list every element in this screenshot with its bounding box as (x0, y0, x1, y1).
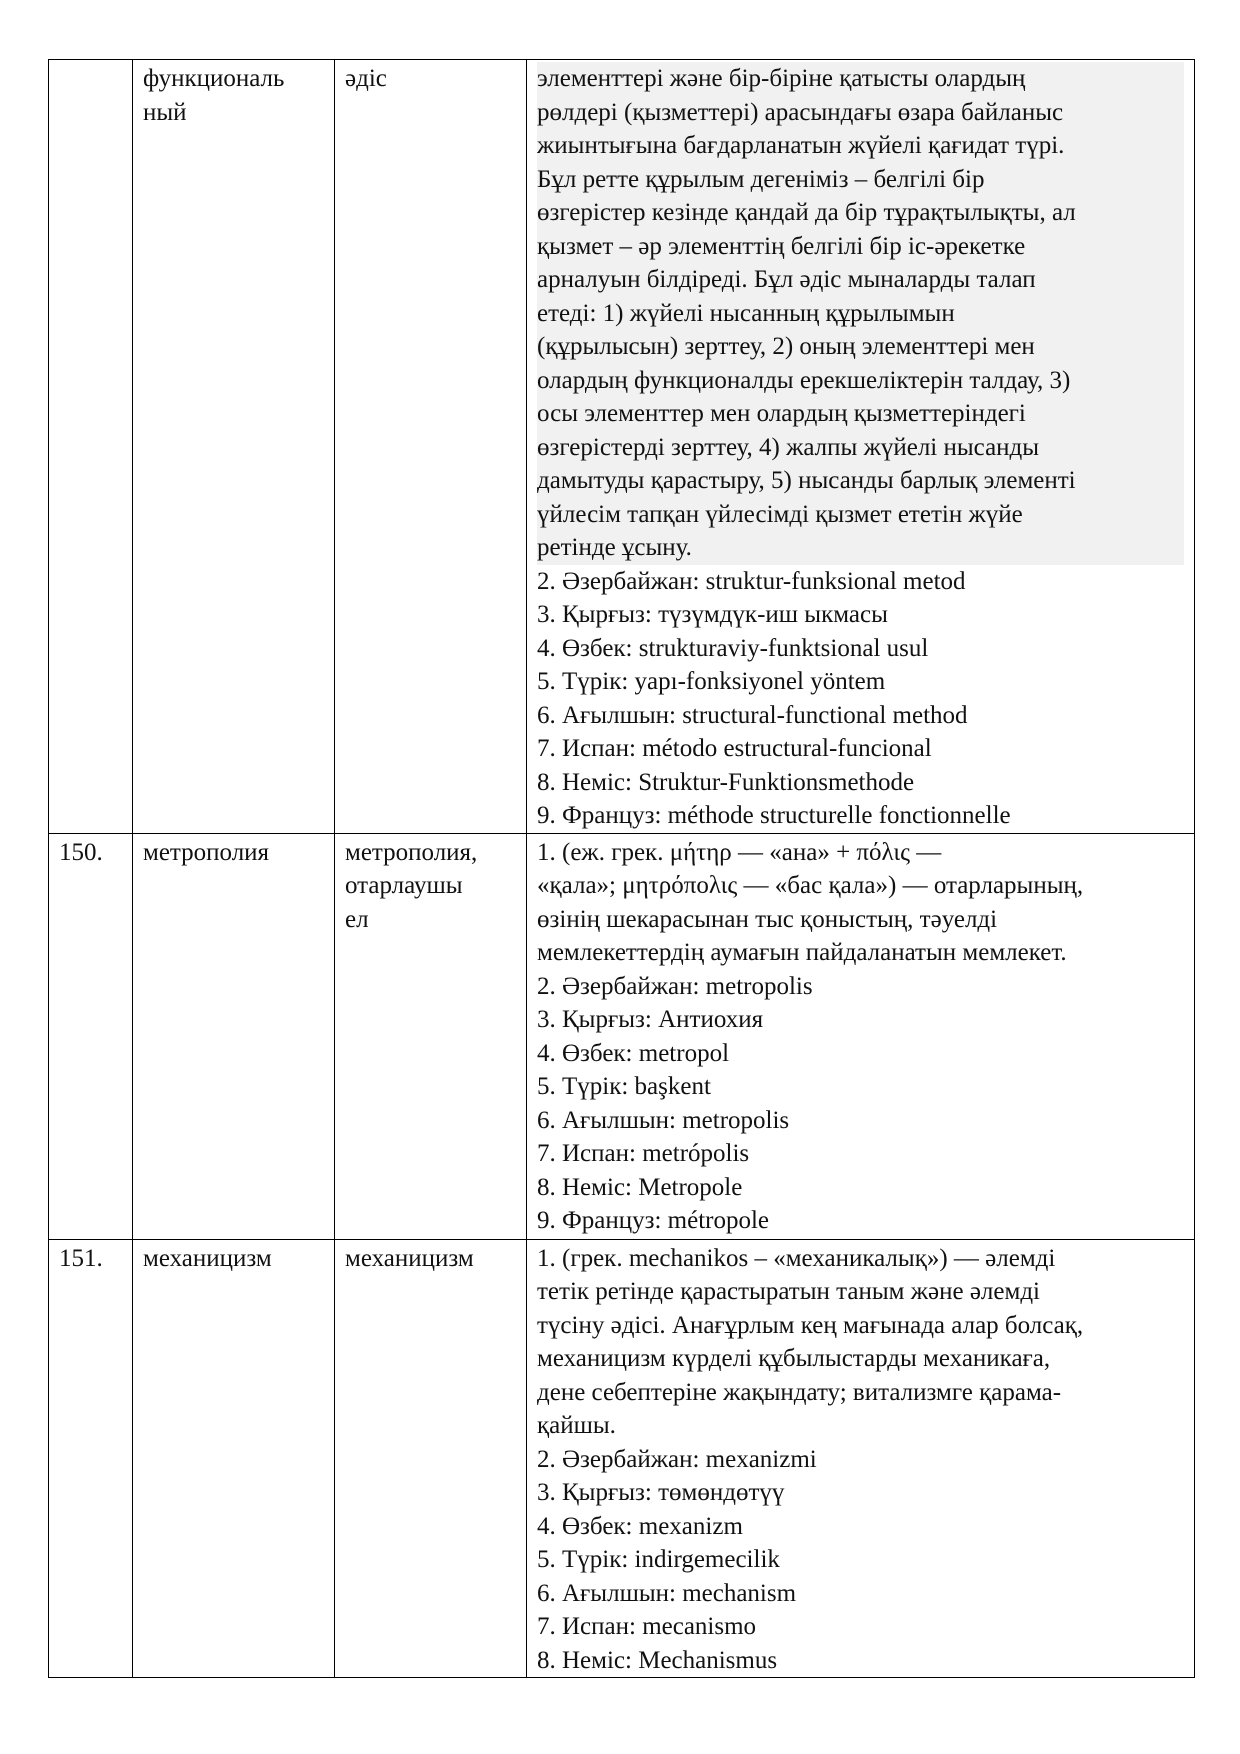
text-line: 8. Неміс: Metropole (537, 1173, 743, 1201)
text-line: дамытуды қарастыру, 5) нысанды барлық элементі (537, 464, 1184, 498)
text-line: 2. Әзербайжан: metropolis (537, 972, 813, 1000)
text-line: рөлдері (қызметтері) арасындағы өзара байланыс (537, 96, 1184, 130)
entry-number: 151. (49, 1239, 133, 1678)
entry-number (49, 60, 133, 834)
text-line: 6. Ағылшын: mechanism (537, 1579, 797, 1607)
table-row (49, 1239, 1195, 1678)
text-line: 3. Қырғыз: түзүмдүк-иш ыкмасы (537, 601, 888, 628)
text-line: дене себептеріне жақындату; витализмге қарама- (537, 1378, 1062, 1406)
text-line: 9. Француз: métropole (537, 1207, 770, 1234)
table-row (49, 60, 1195, 834)
text-line: отарлаушы (345, 872, 463, 899)
text-line: тетік ретінде қарастыратын таным және әлемді (537, 1278, 1040, 1305)
text-line: жиынтығына бағдарланатын жүйелі қағидат түрі. (537, 129, 1184, 163)
text-line: механицизм (345, 1244, 474, 1272)
text-line: 2. Әзербайжан: mexanizmi (537, 1445, 817, 1473)
text-line: түсіну әдісі. Анағұрлым кең мағынада алар болсақ, (537, 1311, 1084, 1339)
text-line: 1. (грек. mechanikos – «механикалық») — әлемді (537, 1244, 1056, 1272)
text-line: 3. Қырғыз: төмөндөтүү (537, 1479, 785, 1506)
text-line: «қала»; μητρόπολις — «бас қала») — отарларының, (537, 872, 1084, 899)
term-russian (133, 1239, 335, 1678)
text-line: өзгерістер кезінде қандай да бір тұрақтылықты, ал (537, 196, 1184, 230)
text-line: метрополия, (345, 838, 478, 866)
text-line: (құрылысын) зерттеу, 2) оның элементтері мен (537, 330, 1184, 364)
text-line: 7. Испан: método estructural-funcional (537, 735, 932, 762)
term-kazakh (335, 833, 527, 1239)
text-line: 8. Неміс: Struktur-Funktionsmethode (537, 768, 915, 796)
text-line: 6. Ағылшын: metropolis (537, 1106, 790, 1134)
entry-number: 150. (49, 833, 133, 1239)
text-line: 8. Неміс: Mechanismus (537, 1646, 778, 1674)
definition (527, 1239, 1195, 1678)
text-line: 6. Ағылшын: structural-functional method (537, 701, 968, 729)
text-line: 7. Испан: metrópolis (537, 1140, 750, 1167)
text-line: 7. Испан: mecanismo (537, 1613, 757, 1640)
text-line: осы элементтер мен олардың қызметтеріндегі (537, 397, 1184, 431)
term-russian (133, 833, 335, 1239)
text-line: Бұл ретте құрылым дегеніміз – белгілі бір (537, 163, 1184, 197)
text-line: мемлекеттердің аумағын пайдаланатын мемлекет. (537, 939, 1067, 966)
text-line: 4. Өзбек: strukturaviy-funktsional usul (537, 634, 929, 662)
text-line: 3. Қырғыз: Антиохия (537, 1006, 764, 1033)
text-line: 2. Әзербайжан: struktur-funksional metod (537, 567, 966, 595)
text-line: 4. Өзбек: mexanizm (537, 1512, 743, 1540)
text-line: 5. Түрік: indirgemecilik (537, 1546, 780, 1573)
text-line: ный (143, 98, 187, 126)
term-russian (133, 60, 335, 834)
text-line: өзінің шекарасынан тыс қоныстың, тәуелді (537, 905, 998, 933)
text-line: 5. Түрік: yapı-fonksiyonel yöntem (537, 668, 886, 695)
term-kazakh (335, 1239, 527, 1678)
text-line: етеді: 1) жүйелі нысанның құрылымын (537, 297, 1184, 331)
text-line: қызмет – әр элементтің белгілі бір іс-әрекетке (537, 230, 1184, 264)
text-line: механицизм күрделі құбылыстарды механикаға, (537, 1345, 1051, 1372)
table-row (49, 833, 1195, 1239)
term-kazakh (335, 60, 527, 834)
text-line: арналуын білдіреді. Бұл әдіс мыналарды талап (537, 263, 1184, 297)
text-line: әдіс (345, 65, 387, 92)
text-line: 1. (еж. грек. μήτηρ — «ана» + πόλις — (537, 838, 942, 866)
text-line: механицизм (143, 1244, 272, 1272)
text-line: ел (345, 905, 369, 933)
text-line: 4. Өзбек: metropol (537, 1039, 730, 1067)
definition (527, 60, 1195, 834)
text-line: өзгерістерді зерттеу, 4) жалпы жүйелі нысанды (537, 431, 1184, 465)
text-line: 5. Түрік: başkent (537, 1073, 711, 1100)
text-line: метрополия (143, 838, 270, 866)
text-line: қайшы. (537, 1412, 616, 1439)
text-line: ретінде ұсыну. (537, 531, 1184, 565)
definition (527, 833, 1195, 1239)
text-line: олардың функционалды ерекшеліктерін талдау, 3) (537, 364, 1184, 398)
text-line: үйлесім тапқан үйлесімді қызмет ететін жүйе (537, 498, 1184, 532)
glossary-table (48, 59, 1195, 1678)
text-line: 9. Француз: méthode structurelle fonctionnelle (537, 802, 1011, 829)
text-line: функциональ (143, 65, 285, 92)
text-line: элементтері және бір-біріне қатысты олардың (537, 62, 1184, 96)
